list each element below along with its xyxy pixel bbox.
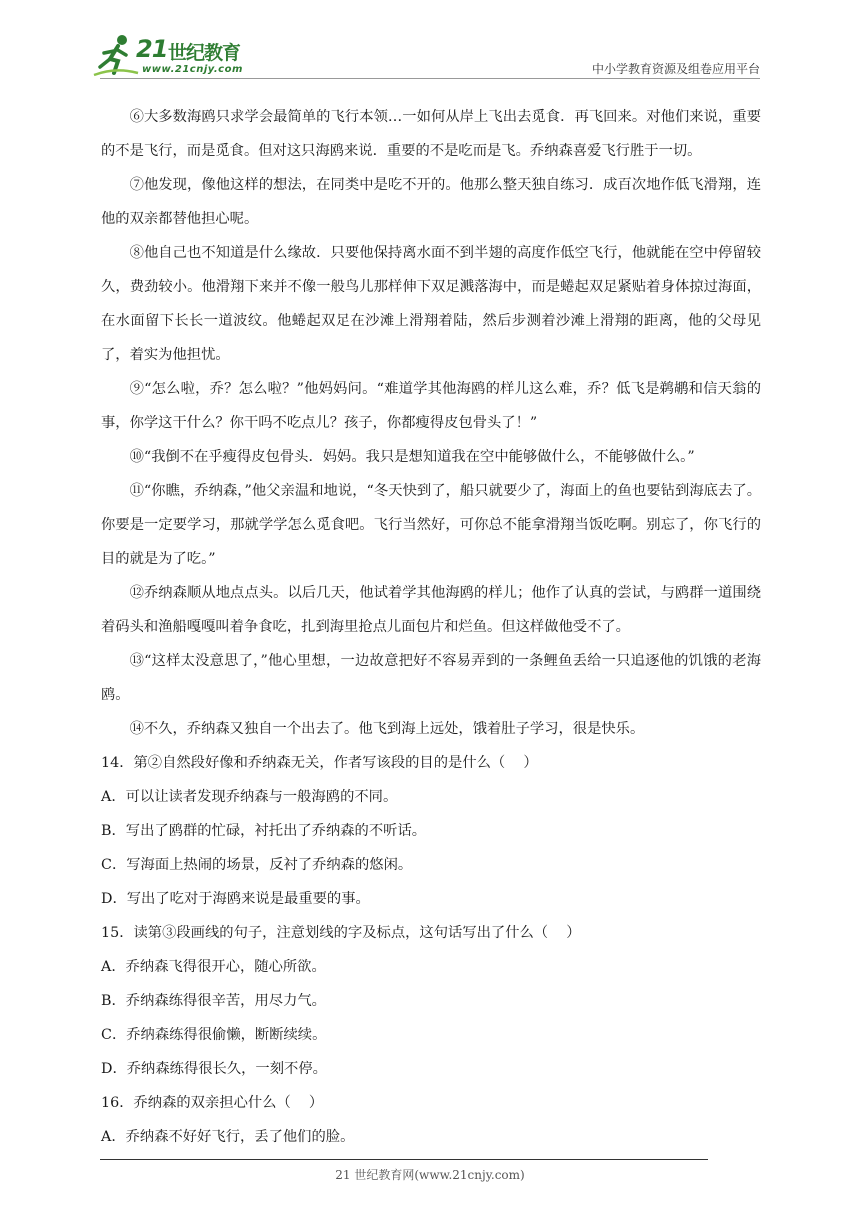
passage-paragraph-13: ⑬“这样太没意思了，”他心里想，一边故意把好不容易弄到的一条鲤鱼丢给一只追逐他的饥饿的老海鸥。 [101, 653, 761, 703]
question-14-option-c[interactable]: C．写海面上热闹的场景，反衬了乔纳森的悠闲。 [101, 857, 413, 873]
platform-title: 中小学教育资源及组卷应用平台 [591, 62, 760, 76]
question-14-option-b[interactable]: B．写出了鸥群的忙碌，衬托出了乔纳森的不听话。 [101, 823, 427, 839]
site-logo[interactable] [92, 33, 262, 81]
passage-paragraph-6: ⑥大多数海鸥只求学会最简单的飞行本领…一如何从岸上飞出去觅食．再飞回来。对他们来说，重要的不是飞行，而是觅食。但对这只海鸥来说．重要的不是吃而是飞。乔纳森喜爱飞行胜于一切。 [101, 109, 761, 159]
question-14-option-a[interactable]: A．可以让读者发现乔纳森与一般海鸥的不同。 [101, 789, 398, 805]
logo-url: www.21cnjy.com [142, 64, 243, 75]
logo-brand-text: 世纪教育 [168, 42, 241, 64]
question-15-stem: 15．读第③段画线的句子，注意划线的字及标点，这句话写出了什么（ ） [101, 925, 581, 941]
passage-paragraph-10: ⑩“我倒不在乎瘦得皮包骨头．妈妈。我只是想知道我在空中能够做什么，不能够做什么。” [129, 449, 695, 465]
passage-paragraph-7: ⑦他发现，像他这样的想法，在同类中是吃不开的。他那么整天独自练习．成百次地作低飞滑翔，连他的双亲都替他担心呢。 [101, 177, 761, 227]
question-15-option-a[interactable]: A．乔纳森飞得很开心，随心所欲。 [101, 959, 326, 975]
header-divider [100, 78, 760, 79]
question-15-option-b[interactable]: B．乔纳森练得很辛苦，用尽力气。 [101, 993, 326, 1009]
document-body [101, 100, 761, 1154]
logo-number: 21 [136, 35, 168, 63]
footer-divider [100, 1159, 708, 1160]
question-14-stem: 14．第②自然段好像和乔纳森无关，作者写该段的目的是什么（ ） [101, 755, 538, 771]
runner-logo-icon [92, 33, 140, 77]
passage-paragraph-9: ⑨“怎么啦，乔？怎么啦？”他妈妈问。“难道学其他海鸥的样儿这么难，乔？低飞是鹈鹕和信天翁的事，你学这干什么？你干吗不吃点儿？孩子，你都瘦得皮包骨头了！” [101, 381, 761, 431]
question-16-stem: 16．乔纳森的双亲担心什么（ ） [101, 1095, 324, 1111]
question-15-option-c[interactable]: C．乔纳森练得很偷懒，断断续续。 [101, 1027, 327, 1043]
passage-paragraph-11: ⑪“你瞧，乔纳森，”他父亲温和地说，“冬天快到了，船只就要少了，海面上的鱼也要钻到海底去了。你要是一定要学习，那就学学怎么觅食吧。飞行当然好，可你总不能拿滑翔当饭吃啊。别忘了，你飞行的目的就是为了吃。” [101, 483, 761, 567]
question-16-option-a[interactable]: A．乔纳森不好好飞行，丢了他们的脸。 [101, 1129, 355, 1145]
passage-paragraph-8: ⑧他自己也不知道是什么缘故．只要他保持离水面不到半翅的高度作低空飞行，他就能在空中停留较久，费劲较小。他滑翔下来并不像一般鸟儿那样伸下双足溅落海中，而是蜷起双足紧贴着身体掠过海面，在水面留下长长一道波纹。他蜷起双足在沙滩上滑翔着陆，然后步测着沙滩上滑翔的距离，他的父母见了，着实为他担忧。 [101, 245, 761, 363]
question-15-option-d[interactable]: D．乔纳森练得很长久，一刻不停。 [101, 1061, 327, 1077]
passage-paragraph-14: ⑭不久，乔纳森又独自一个出去了。他飞到海上远处，饿着肚子学习，很是快乐。 [129, 721, 645, 737]
passage-paragraph-12: ⑫乔纳森顺从地点点头。以后几天，他试着学其他海鸥的样儿；他作了认真的尝试，与鸥群一道围绕着码头和渔船嘎嘎叫着争食吃，扎到海里抢点儿面包片和烂鱼。但这样做他受不了。 [101, 585, 761, 635]
page-header [0, 0, 860, 85]
page-footer[interactable]: 21 世纪教育网(www.21cnjy.com) [335, 1168, 525, 1182]
question-14-option-d[interactable]: D．写出了吃对于海鸥来说是最重要的事。 [101, 891, 370, 907]
